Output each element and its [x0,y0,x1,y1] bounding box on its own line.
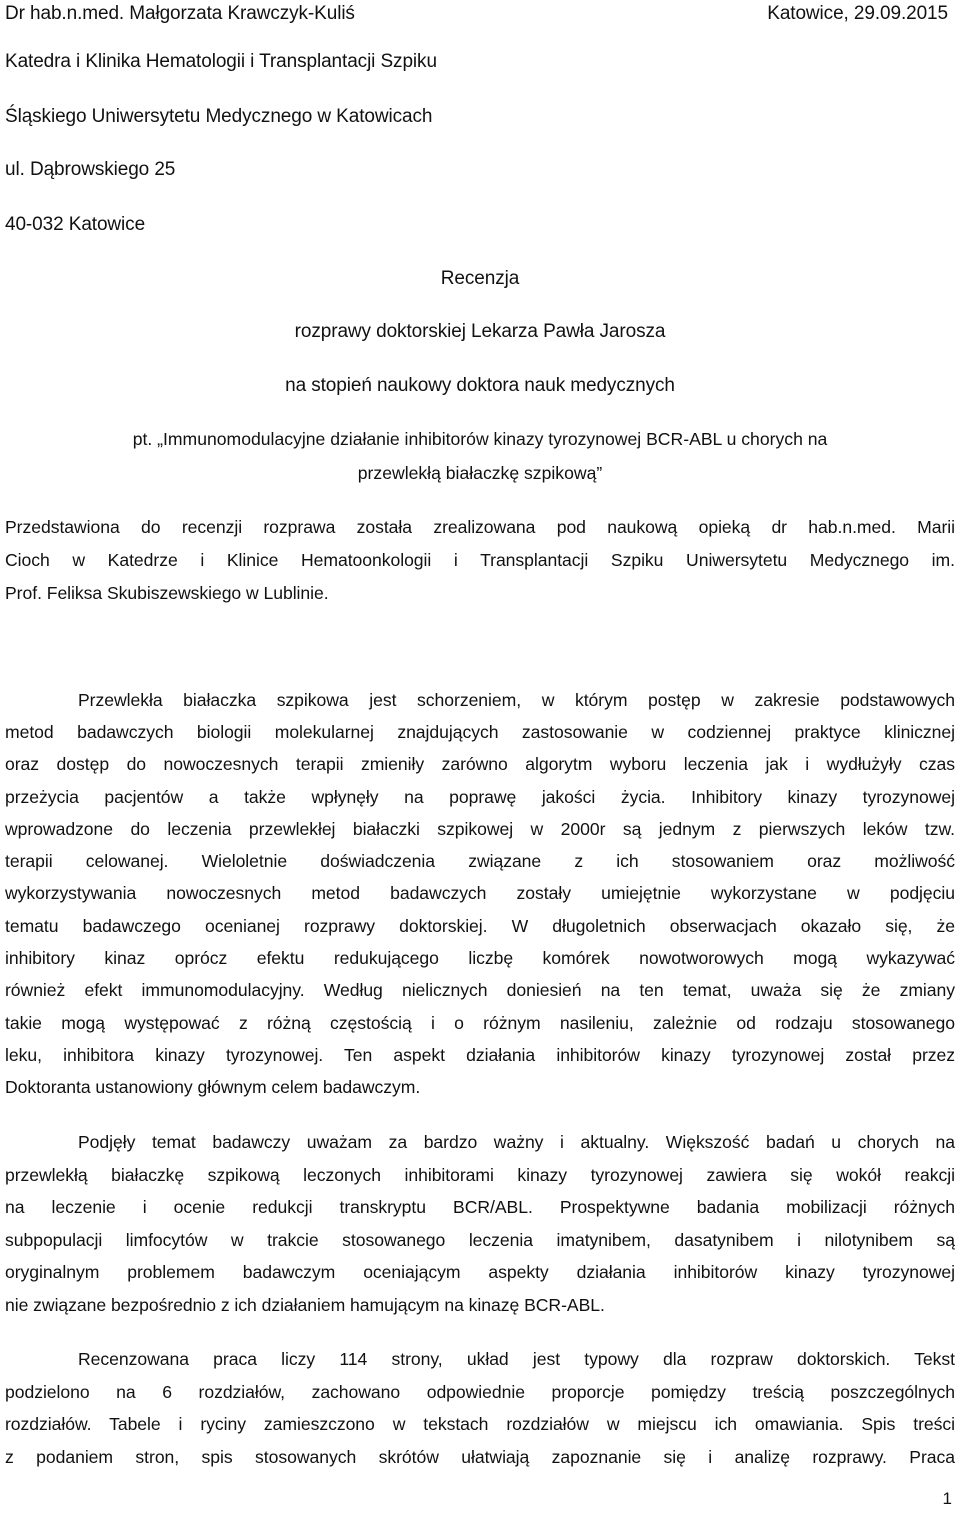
paragraph-line: również efekt immunomodulacyjny. Według nielicznych doniesień na ten temat, uważa się że zmiany [5,980,955,1000]
paragraph-line: podzielono na 6 rozdziałów, zachowano odpowiednie proporcje pomiędzy treścią poszczególnych [5,1382,955,1402]
thesis-title-line: pt. „Immunomodulacyjne działanie inhibitorów kinazy tyrozynowej BCR-ABL u chorych na [132,429,828,449]
paragraph-line: Podjęły temat badawczy uważam za bardzo ważny i aktualny. Większość badań u chorych na [78,1132,955,1152]
thesis-title-line: przewlekłą białaczkę szpikową” [357,463,603,483]
paragraph-line: tematu badawczego ocenianej rozprawy doktorskiej. W długoletnich obserwacjach okazało się, że [5,916,955,936]
paragraph-line: przewlekłą białaczkę szpikową leczonych inhibitorami kinazy tyrozynowej zawiera się wokół reakcji [5,1165,955,1185]
paragraph-line: wykorzystywania nowoczesnych metod badawczych zostały umiejętnie wykorzystane w podjęciu [5,883,955,903]
paragraph-line: na leczenie i ocenie redukcji transkryptu BCR/ABL. Prospektywne badania mobilizacji różnych [5,1197,955,1217]
paragraph-line: oryginalnym problemem badawczym oceniającym aspekty działania inhibitorów kinazy tyrozynowej [5,1262,955,1282]
paragraph-line: oraz dostęp do nowoczesnych terapii zmieniły zarówno algorytm wyboru leczenia jak i wydłużyły czas [5,754,955,774]
paragraph-line: nie związane bezpośrednio z ich działaniem hamującym na kinazę BCR-ABL. [5,1295,605,1315]
review-title: Recenzja [440,268,520,289]
intro-line: Przedstawiona do recenzji rozprawa została zrealizowana pod naukową opieką dr hab.n.med. Marii [5,517,955,537]
place-date: Katowice, 29.09.2015 [767,3,948,24]
intro-line: Prof. Feliksa Skubiszewskiego w Lublinie. [5,583,329,603]
paragraph-line: subpopulacji limfocytów w trakcie stosowanego leczenia imatynibem, dasatynibem i nilotynibem są [5,1230,955,1250]
paragraph-line: leku, inhibitora kinazy tyrozynowej. Ten aspekt działania inhibitorów kinazy tyrozynowej został przez [5,1045,955,1065]
address-line: ul. Dąbrowskiego 25 [5,159,176,180]
paragraph-line: Doktoranta ustanowiony głównym celem badawczym. [5,1077,421,1097]
address-line: Śląskiego Uniwersytetu Medycznego w Katowicach [5,106,433,127]
address-line: 40-032 Katowice [5,214,146,235]
paragraph-line: inhibitory kinaz oprócz efektu redukującego liczbę komórek nowotworowych mogą wykazywać [5,948,955,968]
review-subtitle: na stopień naukowy doktora nauk medycznych [285,375,675,396]
paragraph-line: terapii celowanej. Wieloletnie doświadczenia związane z ich stosowaniem oraz możliwość [5,851,955,871]
address-line: Katedra i Klinika Hematologii i Transplantacji Szpiku [5,51,437,72]
paragraph-line: Recenzowana praca liczy 114 strony, układ jest typowy dla rozpraw doktorskich. Tekst [78,1349,955,1369]
page-number: 1 [942,1489,952,1508]
intro-line: Cioch w Katedrze i Klinice Hematoonkologii i Transplantacji Szpiku Uniwersytetu Medycznego im. [5,550,955,570]
paragraph-line: wprowadzone do leczenia przewlekłej białaczki szpikowej w 2000r są jednym z pierwszych leków tzw. [5,819,955,839]
paragraph-line: takie mogą występować z różną częstością i o różnym nasileniu, zależnie od rodzaju stosowanego [5,1013,955,1033]
paragraph-line: przeżycia pacjentów a także wpłynęły na poprawę jakości życia. Inhibitory kinazy tyrozynowej [5,787,955,807]
paragraph-line: z podaniem stron, spis stosowanych skrótów ułatwiają zapoznanie się i analizę rozprawy. Praca [5,1447,955,1467]
paragraph-line: metod badawczych biologii molekularnej znajdujących zastosowanie w codziennej praktyce klinicznej [5,722,955,742]
paragraph-line: Przewlekła białaczka szpikowa jest schorzeniem, w którym postęp w zakresie podstawowych [78,690,955,710]
review-subtitle: rozprawy doktorskiej Lekarza Pawła Jarosza [294,321,666,342]
author-name: Dr hab.n.med. Małgorzata Krawczyk-Kuliś [5,3,355,24]
paragraph-line: rozdziałów. Tabele i ryciny zamieszczono w tekstach rozdziałów w miejscu ich omawiania. Spis treści [5,1414,955,1434]
